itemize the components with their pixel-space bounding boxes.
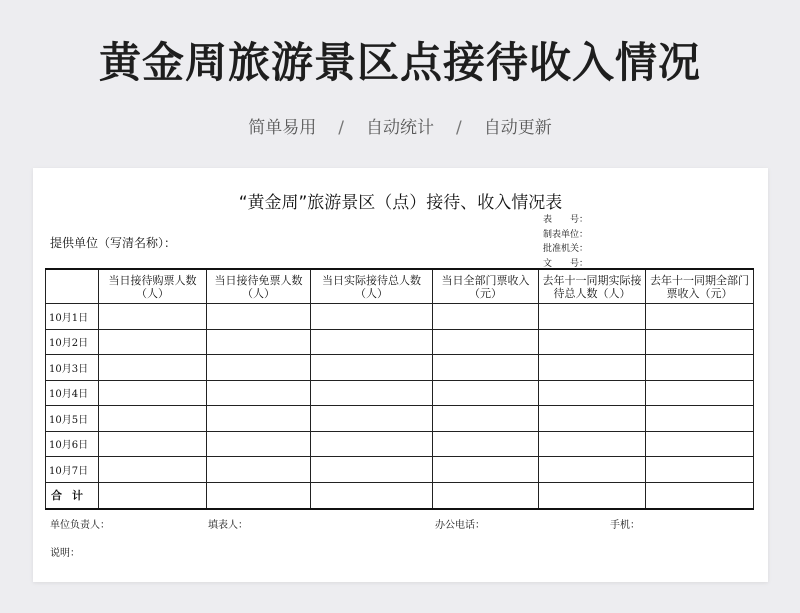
data-cell[interactable] (207, 457, 311, 483)
total-row (46, 482, 754, 509)
data-cell[interactable] (433, 355, 539, 381)
column-header: 当日接待购票人数（人） (99, 269, 207, 304)
tag-auto-stats: 自动统计 (366, 118, 434, 138)
feature-tags (0, 113, 800, 138)
meta-issuing-unit: 制表单位： (543, 229, 589, 240)
responsible-person-label: 单位负责人： (50, 520, 110, 531)
data-cell[interactable] (433, 304, 539, 330)
data-cell[interactable] (207, 329, 311, 355)
data-cell[interactable] (646, 304, 754, 330)
column-header-date (46, 269, 99, 304)
provider-label: 提供单位（写清名称）： (50, 236, 177, 250)
data-cell[interactable] (207, 380, 311, 406)
row-date-label: 10月7日 (46, 457, 99, 483)
data-cell[interactable] (433, 329, 539, 355)
data-cell[interactable] (433, 431, 539, 457)
data-cell[interactable] (207, 355, 311, 381)
data-cell[interactable] (539, 431, 646, 457)
meta-document-number: 文 号： (543, 258, 589, 269)
data-cell[interactable] (539, 406, 646, 432)
row-date-label: 10月1日 (46, 304, 99, 330)
row-date-label: 10月6日 (46, 431, 99, 457)
data-cell[interactable] (311, 329, 433, 355)
data-cell[interactable] (646, 457, 754, 483)
data-cell[interactable] (539, 329, 646, 355)
data-cell[interactable] (207, 431, 311, 457)
tag-separator: / (456, 118, 462, 138)
data-cell[interactable] (433, 380, 539, 406)
data-cell[interactable] (311, 406, 433, 432)
table-row (46, 406, 754, 432)
page-title: 黄金周旅游景区点接待收入情况 (98, 38, 701, 87)
total-cell[interactable] (433, 482, 539, 509)
data-cell[interactable] (207, 304, 311, 330)
row-date-label: 10月5日 (46, 406, 99, 432)
data-cell[interactable] (646, 406, 754, 432)
data-cell[interactable] (433, 457, 539, 483)
total-cell[interactable] (207, 482, 311, 509)
data-cell[interactable] (539, 355, 646, 381)
data-cell[interactable] (99, 406, 207, 432)
note-label: 说明： (50, 548, 80, 559)
row-date-label: 10月3日 (46, 355, 99, 381)
table-row (46, 355, 754, 381)
table-row (46, 329, 754, 355)
tag-auto-update: 自动更新 (483, 118, 552, 138)
form-sheet (33, 168, 768, 582)
table-row (46, 380, 754, 406)
data-cell[interactable] (539, 380, 646, 406)
data-cell[interactable] (99, 329, 207, 355)
data-cell[interactable] (646, 380, 754, 406)
data-cell[interactable] (311, 457, 433, 483)
data-cell[interactable] (99, 431, 207, 457)
data-cell[interactable] (646, 329, 754, 355)
tag-separator: / (338, 118, 344, 138)
form-title: “黄金周”旅游景区（点）接待、收入情况表 (238, 193, 563, 213)
data-cell[interactable] (539, 457, 646, 483)
total-cell[interactable] (539, 482, 646, 509)
data-cell[interactable] (646, 355, 754, 381)
row-date-label: 10月2日 (46, 329, 99, 355)
data-cell[interactable] (311, 355, 433, 381)
data-cell[interactable] (433, 406, 539, 432)
total-label: 合计 (46, 482, 99, 509)
row-date-label: 10月4日 (46, 380, 99, 406)
table-header-row (46, 269, 754, 304)
office-phone-label: 办公电话： (435, 520, 485, 531)
total-cell[interactable] (311, 482, 433, 509)
data-cell[interactable] (311, 380, 433, 406)
data-cell[interactable] (99, 457, 207, 483)
meta-form-number: 表 号： (543, 215, 589, 225)
table-row (46, 304, 754, 330)
total-cell[interactable] (99, 482, 207, 509)
column-header: 当日实际接待总人数（人） (311, 269, 433, 304)
signature-row (50, 516, 750, 530)
table-row (46, 431, 754, 457)
column-header: 去年十一同期实际接待总人数（人） (539, 269, 646, 304)
tag-easy: 简单易用 (248, 118, 317, 138)
mobile-label: 手机： (610, 520, 640, 531)
form-meta (543, 213, 588, 271)
column-header: 当日全部门票收入（元） (433, 269, 539, 304)
reception-table (45, 268, 754, 510)
table-row (46, 457, 754, 483)
data-cell[interactable] (539, 304, 646, 330)
data-cell[interactable] (311, 304, 433, 330)
data-cell[interactable] (207, 406, 311, 432)
total-cell[interactable] (646, 482, 754, 509)
column-header: 当日接待免票人数（人） (207, 269, 311, 304)
filler-label: 填表人： (208, 520, 248, 531)
data-cell[interactable] (646, 431, 754, 457)
column-header: 去年十一同期全部门票收入（元） (646, 269, 754, 304)
data-cell[interactable] (311, 431, 433, 457)
data-cell[interactable] (99, 380, 207, 406)
data-cell[interactable] (99, 355, 207, 381)
data-cell[interactable] (99, 304, 207, 330)
meta-approval-authority: 批准机关： (543, 244, 589, 254)
